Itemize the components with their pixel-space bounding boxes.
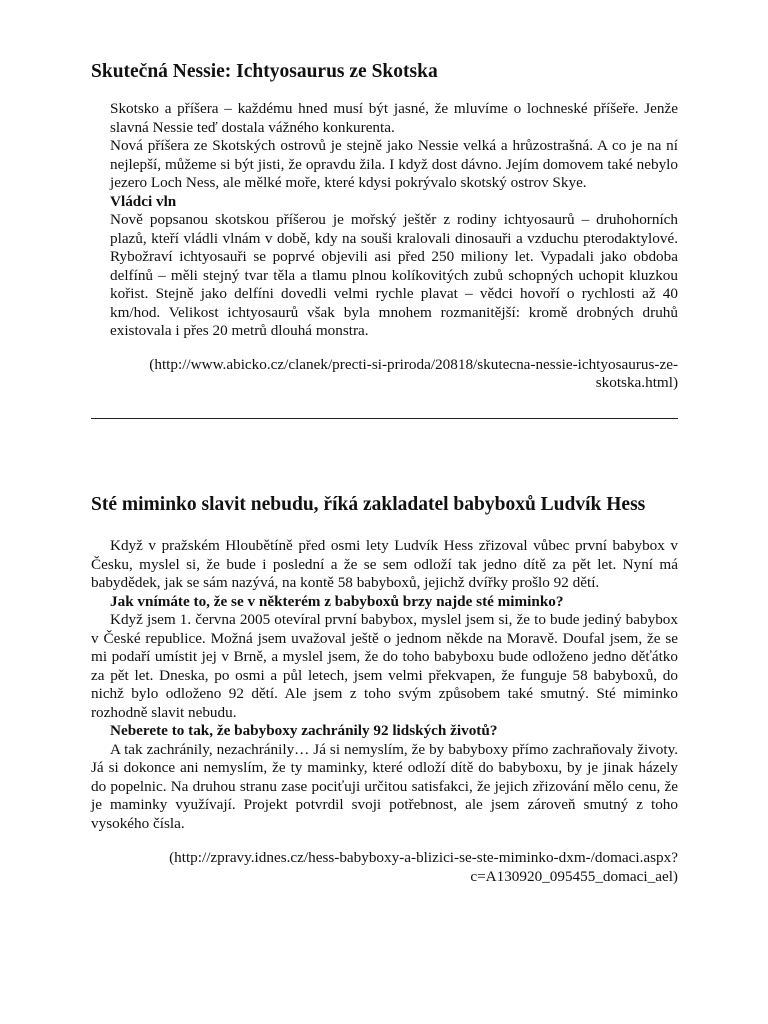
interview-answer: Když jsem 1. června 2005 otevíral první babybox, myslel jsem si, že to bude jediný babybox v České republice. Možná jsem uvažoval ještě o jednom někde na Moravě. Doufal jsem, že se mi podaří umístit jej v Brně, a myslel jsem, že do toho babyboxu bude odloženo jedno děťátko za pět let. Dneska, po osmi a půl letech, jsem velmi překvapen, že funguje 58 babyboxů, do nichž bylo odloženo 92 dětí. Ale jsem z toho svým způsobem také smutný. Sté miminko rozhodně slavit nebudu. [91, 611, 678, 721]
interview-question: Jak vnímáte to, že se v některém z babyboxů brzy najde sté miminko? [110, 592, 564, 610]
paragraph: Nová příšera ze Skotských ostrovů je stejně jako Nessie velká a hrůzostrašná. A co je na ní nejlepší, můžeme si být jisti, že opravdu žila. I když dost dávno. Jejím domovem také nebylo jezero Loch Ness, ale mělké moře, které kdysi pokrývalo skotský ostrov Skye. [110, 137, 678, 191]
section-divider [91, 418, 678, 419]
source-citation: (http://www.abicko.cz/clanek/precti-si-priroda/20818/skutecna-nessie-ichtyosaurus-ze-skotska.html) [149, 355, 678, 391]
article-body [110, 100, 678, 393]
subheading: Vládci vln [110, 192, 177, 210]
source-citation: (http://zpravy.idnes.cz/hess-babyboxy-a-blizici-se-ste-miminko-dxm-/domaci.aspx?c=A130920_095455_domaci_ael) [169, 849, 678, 885]
article-title: Skutečná Nessie: Ichtyosaurus ze Skotska [91, 61, 438, 82]
article-body [91, 537, 678, 886]
article-nessie [91, 60, 678, 393]
interview-answer: A tak zachránily, nezachránily… Já si nemyslím, že by babyboxy přímo zachraňovaly životy. Já si dokonce ani nemyslím, že ty maminky, které odloží dítě do babyboxu, by je jinak házely do popelnic. Na druhou stranu zase pociťuji určitou satisfakci, že jejich zřizování mělo cenu, že je maminky využívají. Projekt potvrdil svoji potřebnost, ale jsem zároveň smutný z toho vysokého čísla. [91, 740, 678, 832]
article-babybox [91, 493, 678, 886]
intro-paragraph: Když v pražském Hloubětíně před osmi lety Ludvík Hess zřizoval vůbec první babybox v Česku, myslel si, že bude i poslední a že se sem odloží tak jedno dítě za pět let. Nyní má babydědek, jak se sám nazývá, na kontě 58 babyboxů, jejichž dvířky prošlo 92 dětí. [91, 537, 678, 591]
article-title: Sté miminko slavit nebudu, říká zakladatel babyboxů Ludvík Hess [91, 494, 646, 515]
interview-question: Neberete to tak, že babyboxy zachránily 92 lidských životů? [110, 722, 498, 739]
paragraph: Skotsko a příšera – každému hned musí být jasné, že mluvíme o lochneské příšeře. Jenže slavná Nessie teď dostala vážného konkurenta. [110, 100, 678, 136]
paragraph: Nově popsanou skotskou příšerou je mořský ještěr z rodiny ichtyosaurů – druhohorních plazů, kteří vládli vlnám v době, kdy na souši kralovali dinosauři a vzduchu pterodaktylové. Rybožraví ichtyosauři se poprvé objevili asi před 250 miliony let. Vypadali jako obdoba delfínů – měli stejný tvar těla a tlamu plnou kolíkovitých zubů schopných uchopit kluzkou kořist. Stejně jako delfíni dovedli velmi rychle plavat – vědci hovoří o rychlosti až 40 km/hod. Velikost ichtyosaurů však byla mnohem rozmanitější: kromě drobných druhů existovala i přes 20 metrů dlouhá monstra. [110, 211, 678, 339]
